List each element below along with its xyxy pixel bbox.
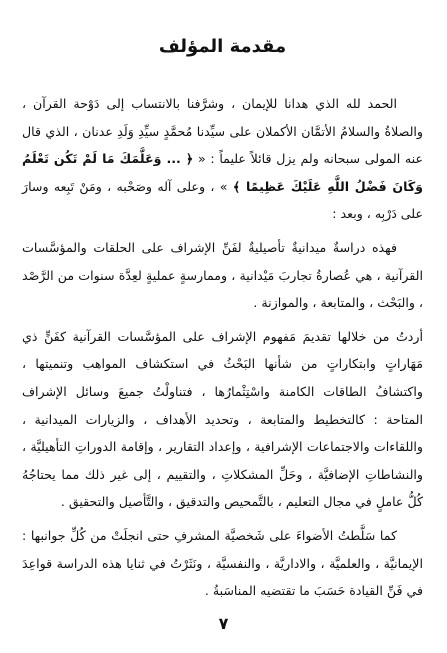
paragraph-study-aims: أردتُ من خلالها تقديمَ مَفهوم الإشراف على المؤسَّسات القرآنية كفَنٍّ ذي مَهَاراتٍ وابتكاراتٍ من شأنها البَحْثُ في استكشاف المواهب وتنميتها ، واكتشافُ الطاقات الكامنة واسْتِثْمارُها ، فتناولْتُ جميعَ وسائل الإشراف المتاحة : كالتخطيط والمتابعة ، وتحديد الأهداف ، والزيارات الميدانية ، واللقاءات والاجتماعات الإشرافية ، وإعداد التقارير ، وإقامة الدوراتِ التأهيليَّة ، والنشاطاتِ الإضافيَّة ، وحَلِّ المشكلاتِ ، والتقييم ، إلى غير ذلك مما يحتاجُهُ كُلُّ عاملٍ في مجال التعليم ، بالتَّمحيص والتدقيق ، والتَّأصيل والتحقيق . bbox=[22, 328, 423, 510]
paragraph-study-description: فهذه دراسةٌ ميدانيةٌ تأصيليةٌ لفَنِّ الإشراف على الحلقات والمؤسَّسات القرآنية ، هي عُصارةُ تجاربَ مَيْدانية ، وممارسةٍ عمليةٍ لعِدَّة سنوات من الرَّصْد ، والبَحْث ، والمتابعة ، والموازنة . bbox=[22, 239, 423, 311]
paragraph-praise bbox=[22, 90, 423, 228]
paragraph-praise-closing: » ، وعلى آله وصَحْبه ، ومَنْ تَبِعه وسارَ على دَرْبِه ، وبعد : bbox=[22, 178, 423, 222]
paragraph-praise-intro: الحمد لله الذي هدانا للإيمان ، وشرَّفنا بالانتساب إلى دَوْحة القرآن ، والصلاةُ والسلامُ الأتمَّان الأكملان على سيِّدنا مُحمَّدٍ سيِّدِ وَلَدِ عدنان ، الذي قال عنه المولى سبحانه ولم يزل قائلاً عليماً : « bbox=[22, 96, 423, 167]
quran-verse: ﴿ ... وَعَلَّمَكَ مَا لَمْ تَكُن تَعْلَمُ وَكَانَ فَضْلُ اللَّهِ عَلَيْكَ عَظِيمًا ﴾ bbox=[22, 151, 423, 194]
body-text bbox=[22, 90, 423, 605]
paragraph-supervisor-profile: كما سَلَّطتُ الأضواءَ على شَخصيَّة المشرفِ حتى انجلَتْ من كُلِّ جوانبها : الإيمانيَّة ، والعلميَّة ، والاداريَّة ، والنفسيَّة ، ونَثَرْتُ في ثنايا هذه الدراسة قواعِدَ في فَنِّ القيادة حَسَبَ ما تقتضيه المناسَبةُ . bbox=[22, 527, 423, 599]
page-title: مقدمة المؤلف bbox=[158, 36, 287, 57]
page-number: ٧ bbox=[218, 614, 229, 633]
